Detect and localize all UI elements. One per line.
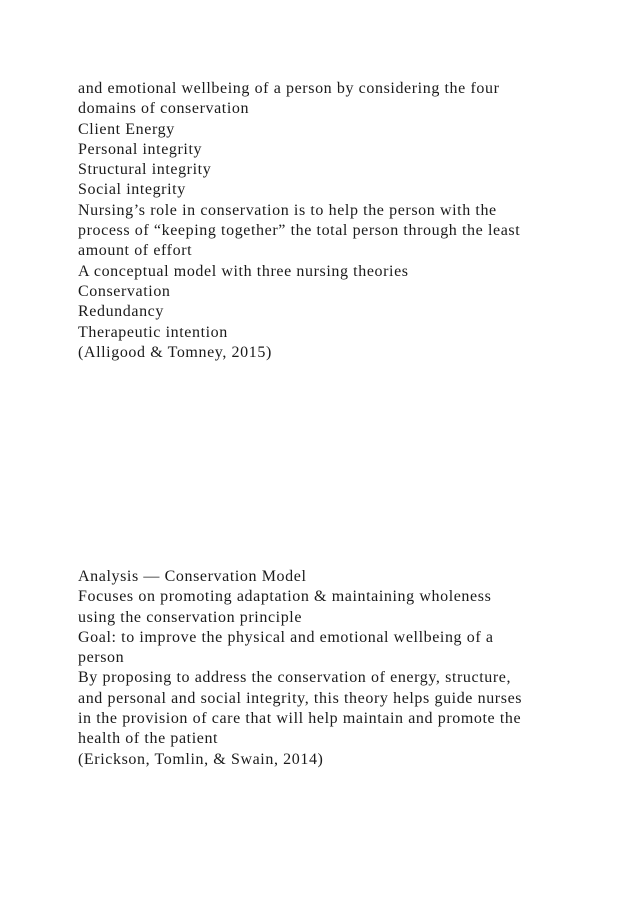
text-line: person (78, 649, 125, 667)
section-analysis-conservation-model (78, 567, 558, 770)
text-line: process of “keeping together” the total person through the least (78, 222, 521, 240)
section-conservation-domains (78, 79, 558, 363)
text-line: using the conservation principle (78, 608, 303, 626)
text-line: A conceptual model with three nursing theories (78, 262, 409, 280)
section-heading: Analysis — Conservation Model (78, 568, 307, 585)
text-line: Focuses on promoting adaptation & maintaining wholeness (78, 588, 492, 606)
text-line: Client Energy (78, 120, 175, 138)
text-line: Personal integrity (78, 140, 203, 158)
text-line: By proposing to address the conservation of energy, structure, (78, 669, 512, 687)
citation: (Erickson, Tomlin, & Swain, 2014) (78, 750, 324, 768)
text-line: in the provision of care that will help maintain and promote the (78, 710, 522, 728)
text-line: Therapeutic intention (78, 323, 228, 341)
text-line: Structural integrity (78, 161, 212, 179)
text-line: Goal: to improve the physical and emotional wellbeing of a (78, 628, 494, 646)
text-line: Conservation (78, 282, 171, 300)
text-line: and personal and social integrity, this theory helps guide nurses (78, 689, 523, 707)
text-line: Social integrity (78, 181, 186, 199)
text-line: Redundancy (78, 303, 164, 321)
text-line: health of the patient (78, 730, 219, 748)
text-line: domains of conservation (78, 100, 250, 118)
citation: (Alligood & Tomney, 2015) (78, 343, 272, 361)
text-line: and emotional wellbeing of a person by considering the four (78, 80, 500, 97)
text-line: Nursing’s role in conservation is to help the person with the (78, 201, 497, 219)
text-line: amount of effort (78, 242, 193, 260)
